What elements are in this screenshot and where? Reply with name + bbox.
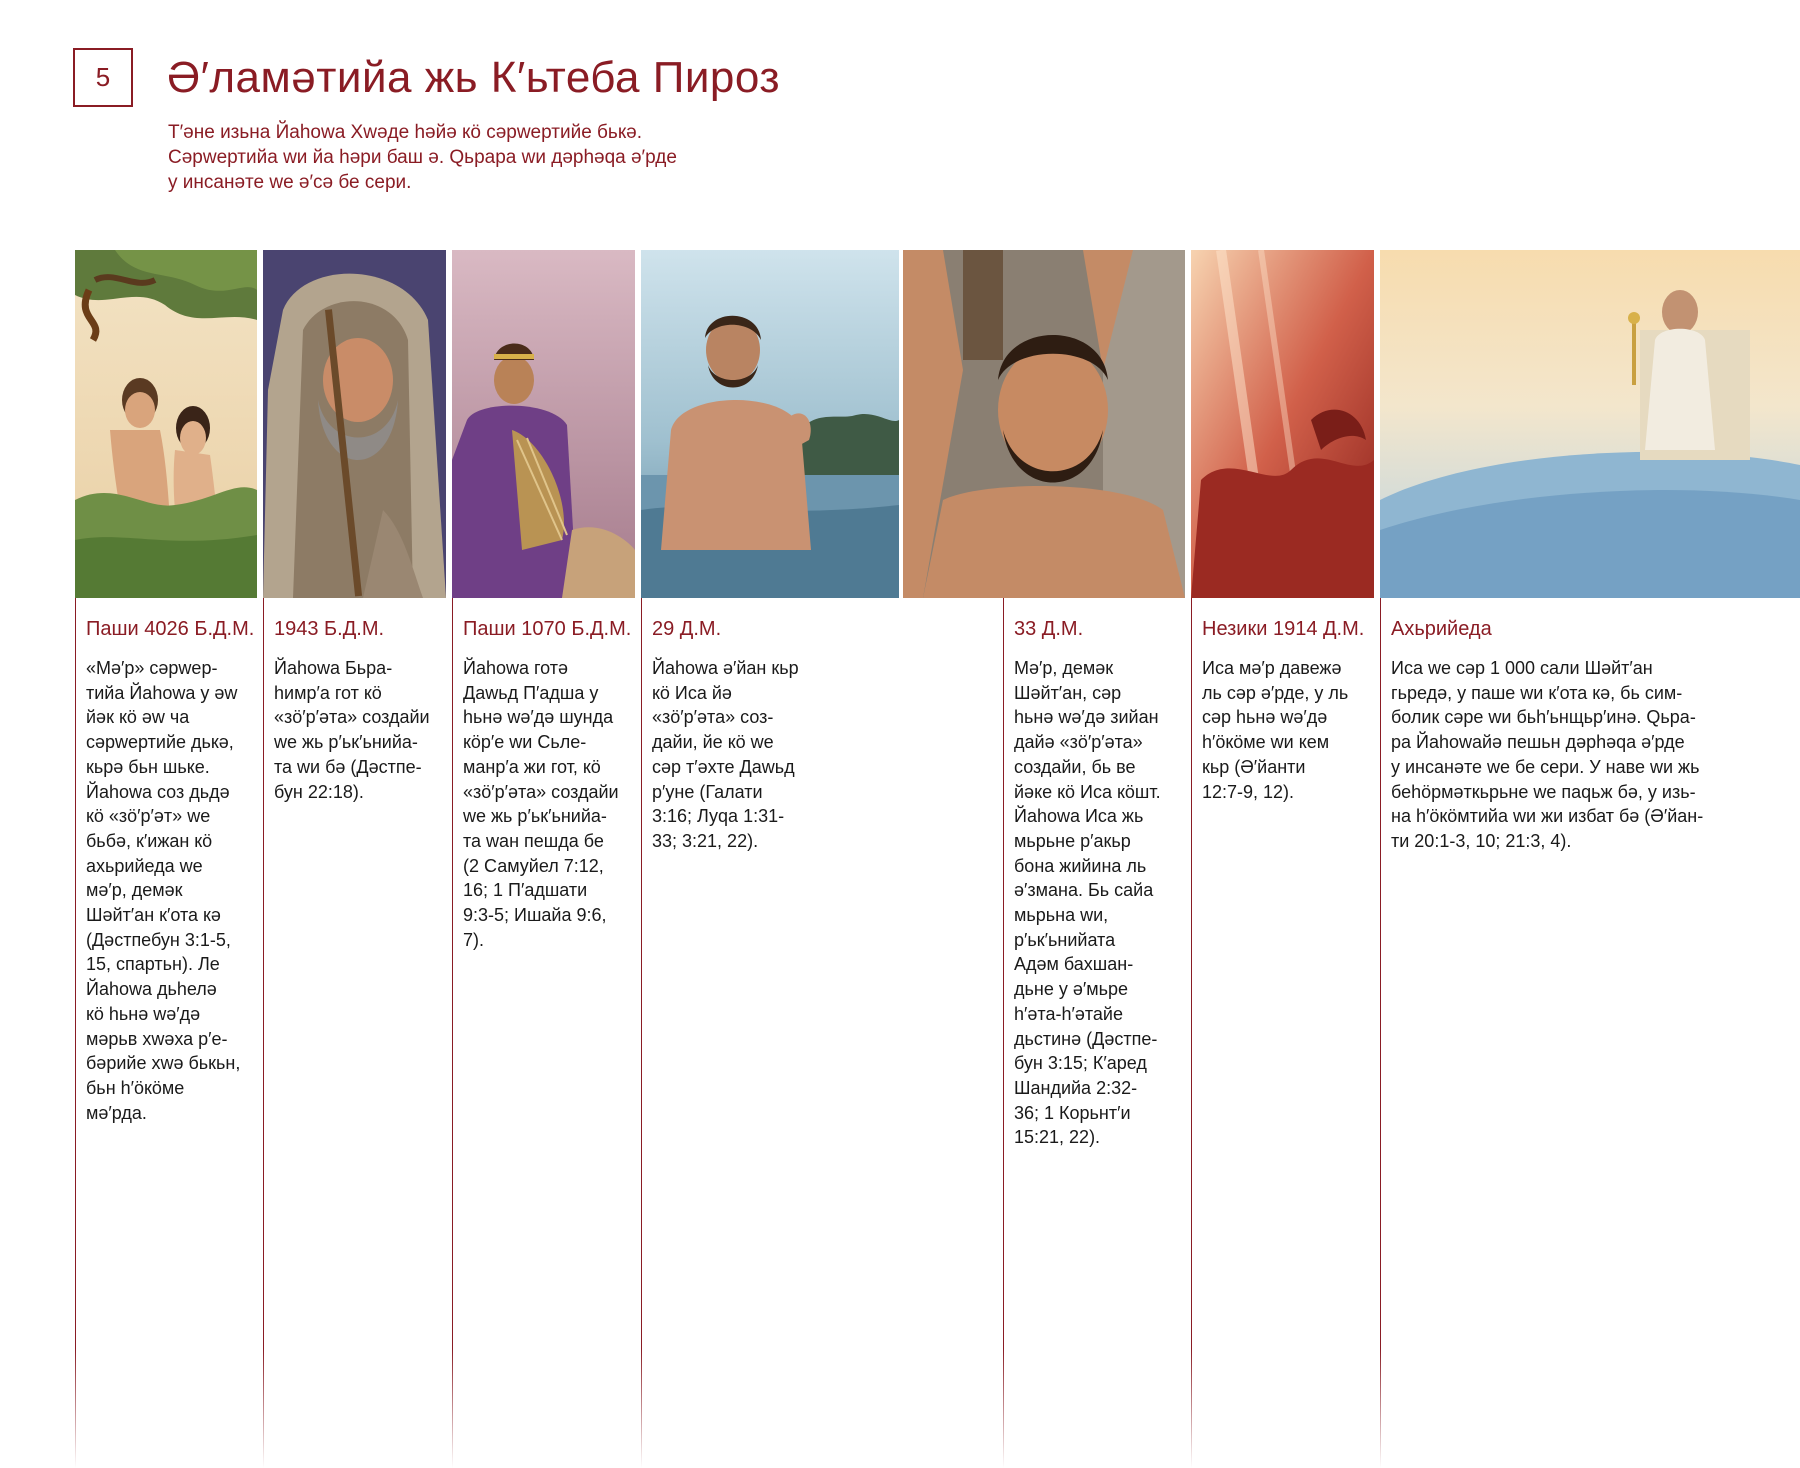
timeline-column: [452, 598, 641, 1468]
timeline-column: [641, 598, 1003, 1468]
text-line: Адәм бахшан-: [1014, 954, 1134, 975]
text-line: ти 20:1-3, 10; 21:3, 4).: [1391, 830, 1572, 851]
text-line: wе жь р′ьк′ьнийа-: [463, 806, 607, 827]
lesson-number-box: 5: [73, 48, 133, 107]
timeline-date: 33 Д.М.: [1014, 618, 1084, 640]
timeline-text: [463, 656, 635, 952]
text-line: манр′а жи гот, кӧ: [463, 756, 601, 777]
text-line: р′ьк′ьнийата: [1014, 929, 1116, 950]
text-line: у инсанәте wе бе сери. У наве wи жь: [1391, 756, 1700, 777]
timeline-text: [1391, 656, 1794, 854]
eden-image: [75, 250, 257, 598]
text-line: бун 3:15; К′аред: [1014, 1053, 1147, 1074]
text-line: кьр (Ә′йанти: [1202, 756, 1306, 777]
text-line: (Дәстпебун 3:1-5,: [86, 929, 231, 950]
stake-image: [903, 250, 1185, 598]
text-line: Йаһowa Иса жь: [1014, 806, 1144, 827]
timeline-date: 29 Д.М.: [652, 618, 722, 640]
timeline-text: [86, 656, 257, 1125]
text-line: 7).: [463, 929, 485, 950]
text-line: тийа Йаһowa у әw: [86, 682, 238, 703]
timeline-date: 1943 Б.Д.М.: [274, 618, 385, 640]
text-line: мьрьна wи,: [1014, 905, 1109, 926]
timeline-column: [1380, 598, 1800, 1468]
text-line: кӧ «зӧ′р′әт» wе: [86, 806, 211, 827]
text-line: «зӧ′р′әта» создайи: [274, 707, 430, 728]
war-heaven-image: [1191, 250, 1374, 598]
text-line: на һ′ӧкӧмтийа wи жи избат бә (Ә′йан-: [1391, 806, 1704, 827]
text-line: Йаһowa соз дьдә: [86, 781, 230, 802]
text-line: создайи, бь ве: [1014, 756, 1136, 777]
intro-line: Сәрwертийа wи йа һәри баш ә. Qьрара wи дәрһәqа ә′рде: [168, 147, 677, 168]
text-line: Даwьд П′адша у: [463, 682, 599, 703]
text-line: «Мә′р» сәрwер-: [86, 658, 218, 678]
text-line: (2 Самуйел 7:12,: [463, 855, 604, 876]
text-line: 15, спартьн). Ле: [86, 954, 220, 975]
intro-paragraph: [168, 120, 728, 195]
timeline-column: [1003, 598, 1191, 1468]
text-line: Шәйт′ан, сәр: [1014, 682, 1122, 703]
text-line: ә′змана. Бь сайа: [1014, 880, 1154, 901]
text-line: сәр т′әхте Даwьд: [652, 756, 795, 777]
text-line: Йаһowa дьһелә: [86, 979, 217, 1000]
kingdom-image: [1380, 250, 1800, 598]
timeline-date: Незики 1914 Д.М.: [1202, 618, 1365, 640]
text-line: йәк кӧ әw ча: [86, 707, 190, 728]
text-line: ахьрийеда wе: [86, 855, 203, 876]
timeline-date: Ахьрийеда: [1391, 618, 1492, 640]
text-line: бона жийина ль: [1014, 855, 1147, 876]
text-line: бьбә, к′ижан кӧ: [86, 830, 213, 851]
timeline-column: [263, 598, 452, 1468]
text-line: та wан пешда бе: [463, 830, 604, 851]
text-line: Иса мә′р давежә: [1202, 658, 1342, 678]
text-line: кӧ һьнә wә′дә: [86, 1003, 201, 1024]
text-line: мьрьне р′акьр: [1014, 830, 1131, 851]
text-line: мә′р, демәк: [86, 880, 183, 901]
text-line: 3:16; Луqа 1:31-: [652, 806, 785, 827]
text-line: һьнә wә′дә зийан: [1014, 707, 1159, 728]
text-line: дьстинә (Дәстпе-: [1014, 1028, 1158, 1049]
text-line: бун 22:18).: [274, 781, 364, 802]
text-line: мәрьв хwәха р′е-: [86, 1028, 228, 1049]
text-line: «зӧ′р′әта» создайи: [463, 781, 619, 802]
timeline-date: Паши 4026 Б.Д.М.: [86, 618, 255, 640]
text-line: Шәйт′ан к′ота кә: [86, 905, 221, 926]
text-line: болик сәре wи бьһ′ьнщьр′инә. Qьра-: [1391, 707, 1696, 728]
text-line: һ′ӧкӧме wи кем: [1202, 732, 1330, 753]
text-line: дайи, йе кӧ wе: [652, 732, 774, 753]
text-line: 16; 1 П′адшати: [463, 880, 588, 901]
text-line: беһӧрмәткьрьне wе паqьж бә, у изь-: [1391, 781, 1696, 802]
david-image: [452, 250, 635, 598]
text-line: йәке кӧ Иса кӧшт.: [1014, 781, 1161, 802]
timeline: [0, 250, 1800, 1250]
timeline-text: [1014, 656, 1185, 1150]
timeline-date: Паши 1070 Б.Д.М.: [463, 618, 632, 640]
text-line: Шандийа 2:32-: [1014, 1077, 1138, 1098]
text-line: Мә′р, демәк: [1014, 658, 1114, 678]
text-line: Йаһowa готә: [463, 658, 569, 678]
intro-line: у инсанәте wе ә′сә бе сери.: [168, 172, 412, 193]
timeline-column: [75, 598, 263, 1468]
timeline-text: [1202, 656, 1374, 804]
text-line: бьн һ′ӧкӧме: [86, 1077, 185, 1098]
text-line: сәрwертийе дькә,: [86, 732, 234, 753]
text-line: ль сәр ә′рде, у ль: [1202, 682, 1349, 703]
text-line: кӧр′е wи Сьле-: [463, 732, 587, 753]
text-line: һьнә wә′дә шунда: [463, 707, 614, 728]
text-line: мә′рда.: [86, 1102, 147, 1123]
text-line: сәр һьнә wә′дә: [1202, 707, 1328, 728]
abraham-image: [263, 250, 446, 598]
text-line: Йаһowa ә′йан кьр: [652, 658, 799, 678]
text-line: гьредә, у паше wи к′ота кә, бь сим-: [1391, 682, 1683, 703]
text-line: кьрә бьн шьке.: [86, 756, 210, 777]
intro-line: Т′әне изьна Йаһowa Хwәде һәйә кӧ сәрwертийе бькә.: [168, 122, 642, 143]
text-line: бәрийе хwә бькьн,: [86, 1053, 241, 1074]
text-line: 33; 3:21, 22).: [652, 830, 759, 851]
timeline-text: [274, 656, 446, 804]
text-line: Йаһowa Бьра-: [274, 658, 393, 678]
text-line: Иса wе сәр 1 000 сали Шәйт′ан: [1391, 658, 1653, 678]
text-line: һимр′а гот кӧ: [274, 682, 382, 703]
text-line: ра Йаһowaйә пешьн дәрһәqа ә′рде: [1391, 732, 1685, 753]
timeline-column: [1191, 598, 1380, 1468]
text-line: дайә «зӧ′р′әта»: [1014, 732, 1143, 753]
timeline-text: [652, 656, 997, 854]
text-line: 12:7-9, 12).: [1202, 781, 1295, 802]
text-line: 9:3-5; Ишайа 9:6,: [463, 905, 607, 926]
text-line: «зӧ′р′әта» соз-: [652, 707, 774, 728]
text-line: һ′әта-һ′әтайе: [1014, 1003, 1123, 1024]
text-line: р′уне (Галати: [652, 781, 763, 802]
text-line: wе жь р′ьк′ьнийа-: [274, 732, 418, 753]
text-line: дьне у ә′мьре: [1014, 979, 1128, 1000]
text-line: 36; 1 Корьнт′и: [1014, 1102, 1131, 1123]
text-line: та wи бә (Дәстпе-: [274, 756, 422, 777]
baptism-image: [641, 250, 899, 598]
text-line: кӧ Иса йә: [652, 682, 732, 703]
text-line: 15:21, 22).: [1014, 1127, 1101, 1148]
page-title: Ә′ламәтийа жь К′ьтеба Пироз: [167, 53, 781, 102]
